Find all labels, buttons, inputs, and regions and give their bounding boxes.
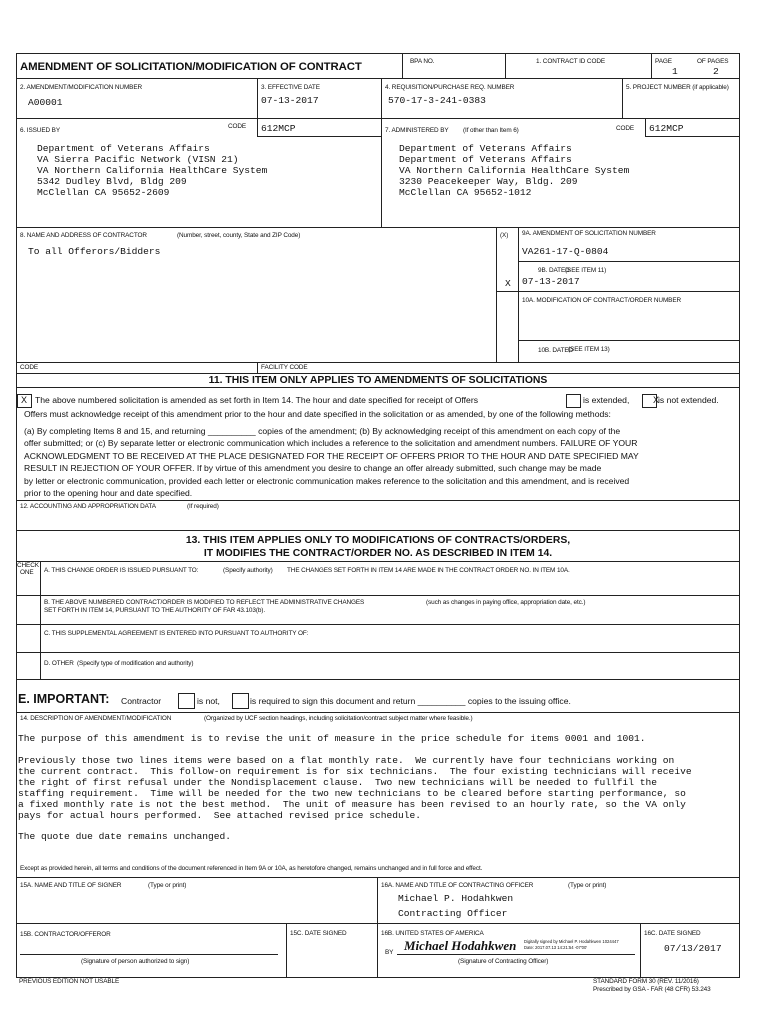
issued-code-label: CODE xyxy=(228,123,247,130)
officer-name: Michael P. Hodahkwen xyxy=(398,893,514,904)
standard-form-text: STANDARD FORM 30 (REV. 11/2016) xyxy=(593,978,699,985)
date-signed-15c-label: 15C. DATE SIGNED xyxy=(290,930,347,937)
item-11-heading: 11. THIS ITEM ONLY APPLIES TO AMENDMENTS OF SOLICITATIONS xyxy=(208,375,548,386)
signer-sub: (Type or print) xyxy=(148,882,187,889)
item-13d-sub: (Specify type of modification and authority) xyxy=(77,660,194,667)
item-13b-text-1: B. THE ABOVE NUMBERED CONTRACT/ORDER IS MODIFIED TO REFLECT THE ADMINISTRATIVE CHANGES xyxy=(44,599,365,606)
signature-person-label: (Signature of person authorized to sign) xyxy=(81,958,190,965)
item-13-heading-2: IT MODIFIES THE CONTRACT/ORDER NO. AS DESCRIBED IN ITEM 14. xyxy=(203,548,553,559)
by-label: BY xyxy=(385,949,394,956)
digital-signature-line-2: Date: 2017.07.13 14:21:54 -07'00' xyxy=(524,945,588,950)
important-label: E. IMPORTANT: xyxy=(18,692,110,706)
signer-label: 15A. NAME AND TITLE OF SIGNER xyxy=(20,882,122,889)
is-required-checkbox[interactable] xyxy=(232,693,249,709)
date-signed-16c-label: 16C. DATE SIGNED xyxy=(644,930,701,937)
bpa-label: BPA NO. xyxy=(410,58,435,65)
amendment-number-label: 2. AMENDMENT/MODIFICATION NUMBER xyxy=(20,84,143,91)
item-11-para-1: (a) By completing Items 8 and 15, and returning __________ copies of the amendment; (b) By acknowledging receipt of this amendment on each copy of the xyxy=(24,426,621,436)
officer-sub: (Type or print) xyxy=(568,882,607,889)
item-13a-sub: (Specify authority) xyxy=(223,567,273,574)
digital-signature-line-1: Digitally signed by Michael P. Hodahkwen 1024447 xyxy=(524,939,619,944)
item-14-line-2: Previously those two lines items were based on a flat monthly rate. We currently have four technicians working on xyxy=(18,755,675,766)
modification-number-label: 10A. MODIFICATION OF CONTRACT/ORDER NUMBER xyxy=(522,297,682,304)
effective-date-value: 07-13-2017 xyxy=(261,95,319,106)
amend-solicitation-value: VA261-17-Q-0804 xyxy=(522,246,609,257)
requisition-value: 570-17-3-241-0383 xyxy=(388,95,486,106)
form-title: AMENDMENT OF SOLICITATION/MODIFICATION OF CONTRACT xyxy=(20,61,362,73)
item-13-heading-1: 13. THIS ITEM APPLIES ONLY TO MODIFICATIONS OF CONTRACTS/ORDERS, xyxy=(185,535,571,546)
item-14-sub: (Organized by UCF section headings, including solicitation/contract subject matter where feasible.) xyxy=(204,715,473,722)
issued-by-address: Department of Veterans Affairs VA Sierra Pacific Network (VISN 21) VA Northern California HealthCare System 5342 Dudley Blvd, Bldg 209 McClellan CA 95652-2609 xyxy=(37,143,268,198)
issued-by-label: 6. ISSUED BY xyxy=(20,127,60,134)
admin-code-value: 612MCP xyxy=(649,123,684,134)
x-column-label: (X) xyxy=(500,232,509,239)
item-11-line-2: Offers must acknowledge receipt of this amendment prior to the hour and date specified in the solicitation or as amended, by one of the following methods: xyxy=(24,409,611,419)
item-14-line-7: pays for actual hours performed. See attached revised price schedule. xyxy=(18,810,422,821)
item-14-label: 14. DESCRIPTION OF AMENDMENT/MODIFICATION xyxy=(20,715,172,722)
is-required-label: is required to sign this document and return __________ copies to the issuing office. xyxy=(250,696,571,706)
dated-9b-check-mark: X xyxy=(505,278,511,289)
important-contractor: Contractor xyxy=(121,696,162,706)
is-not-label: is not, xyxy=(197,696,220,706)
usa-label: 16B. UNITED STATES OF AMERICA xyxy=(381,930,484,937)
requisition-label: 4. REQUISITION/PURCHASE REQ. NUMBER xyxy=(385,84,515,91)
amend-solicitation-label: 9A. AMENDMENT OF SOLICITATION NUMBER xyxy=(522,230,656,237)
issued-code-value: 612MCP xyxy=(261,123,296,134)
page-label: PAGE xyxy=(655,58,672,65)
dated-10b-label: 10B. DATED xyxy=(538,347,574,354)
except-provided-text: Except as provided herein, all terms and conditions of the document referenced in Item 9A or 10A, as heretofore changed, remains unchanged and in full force and effect. xyxy=(20,865,483,872)
contractor-code-label: CODE xyxy=(20,364,39,371)
item-11-line-1: The above numbered solicitation is amended as set forth in Item 14. The hour and date specified for receipt of Offers xyxy=(35,395,478,405)
contractor-address-value: To all Offerors/Bidders xyxy=(28,246,161,257)
amendment-number-value: A00001 xyxy=(28,97,63,108)
contractor-address-label: 8. NAME AND ADDRESS OF CONTRACTOR xyxy=(20,232,147,239)
check-one-label-2: ONE xyxy=(20,569,34,576)
dated-9b-value: 07-13-2017 xyxy=(522,276,580,287)
check-one-label-1: CHECK xyxy=(17,562,39,569)
page-number: 1 xyxy=(672,66,678,77)
date-signed-16c-value: 07/13/2017 xyxy=(664,943,722,954)
accounting-sub: (If required) xyxy=(187,503,219,510)
previous-edition-text: PREVIOUS EDITION NOT USABLE xyxy=(19,978,120,985)
effective-date-label: 3. EFFECTIVE DATE xyxy=(261,84,320,91)
item-14-line-5: staffing requirement. Time will be needed for the two new technicians to be cleared before starting performance, so xyxy=(18,788,686,799)
contract-id-label: 1. CONTRACT ID CODE xyxy=(536,58,605,65)
item-14-line-4: the right of first refusal under the Nondisplacement clause. Two new technicians will be needed to fullfil the xyxy=(18,777,658,788)
item-11-para-3: ACKNOWLEDGMENT TO BE RECEIVED AT THE PLACE DESIGNATED FOR THE RECEIPT OF OFFERS PRIOR TO THE HOUR AND DATE SPECIFIED MAY xyxy=(24,451,639,461)
item-11-para-4: RESULT IN REJECTION OF YOUR OFFER. If by virtue of this amendment you desire to change an offer already submitted, such change may be made xyxy=(24,463,602,473)
admin-code-label: CODE xyxy=(616,125,635,132)
item-14-line-1: The purpose of this amendment is to revise the unit of measure in the price schedule for items 0001 and 1001. xyxy=(18,733,646,744)
contractor-address-sub: (Number, street, county, State and ZIP Code) xyxy=(177,232,301,239)
dated-10b-sub: (SEE ITEM 13) xyxy=(568,346,610,353)
project-number-label: 5. PROJECT NUMBER (if applicable) xyxy=(626,84,729,91)
contractor-offeror-label: 15B. CONTRACTOR/OFFEROR xyxy=(20,931,111,938)
not-extended-label: is not extended. xyxy=(658,395,719,405)
item-13c-text: C. THIS SUPPLEMENTAL AGREEMENT IS ENTERED INTO PURSUANT TO AUTHORITY OF: xyxy=(44,630,309,637)
administered-by-label: 7. ADMINISTERED BY xyxy=(385,127,449,134)
facility-code-label: FACILITY CODE xyxy=(261,364,308,371)
of-pages-number: 2 xyxy=(713,66,719,77)
item-13a-rest: THE CHANGES SET FORTH IN ITEM 14 ARE MADE IN THE CONTRACT ORDER NO. IN ITEM 10A. xyxy=(287,567,570,574)
officer-label: 16A. NAME AND TITLE OF CONTRACTING OFFICER xyxy=(381,882,534,889)
dated-9b-sub: (SEE ITEM 11) xyxy=(565,267,607,274)
administered-by-address: Department of Veterans Affairs Department of Veterans Affairs VA Northern California HealthCare System 3230 Peacekeeper Way, Bldg. 209 McClellan CA 95652-1012 xyxy=(399,143,630,198)
item-14-line-3: the current contract. This follow-on requirement is for six technicians. The four existing technicians will receive xyxy=(18,766,692,777)
item-11-para-5: by letter or electronic communication, provided each letter or electronic communication makes reference to the solicitation and this amendment, and is received xyxy=(24,476,630,486)
extended-label: is extended, xyxy=(583,395,630,405)
item-14-line-6: a fixed monthly rate is not the best method. The unit of measure has been revised to an hourly rate, so the VA only xyxy=(18,799,686,810)
administered-by-sub: (If other than Item 6) xyxy=(463,127,519,134)
item-11-para-2: offer submitted; or (c) By separate letter or electronic communication which includes a reference to the solicitation and amendment numbers. FAILURE OF YOUR xyxy=(24,438,638,448)
item-14-line-8: The quote due date remains unchanged. xyxy=(18,831,232,842)
is-not-checkbox[interactable] xyxy=(178,693,195,709)
extended-checkbox[interactable] xyxy=(566,394,581,408)
sf30-form xyxy=(16,53,740,978)
item-11-para-6: prior to the opening hour and date specified. xyxy=(24,488,193,498)
accounting-label: 12. ACCOUNTING AND APPROPRIATION DATA xyxy=(20,503,156,510)
officer-title: Contracting Officer xyxy=(398,908,508,919)
item-13a-text: A. THIS CHANGE ORDER IS ISSUED PURSUANT TO: xyxy=(44,567,199,574)
signature-officer-label: (Signature of Contracting Officer) xyxy=(458,958,549,965)
item-13d-text: D. OTHER xyxy=(44,660,74,667)
item-13b-sub: (such as changes in paying office, appropriation date, etc.) xyxy=(426,599,586,606)
dated-9b-label: 9B. DATED xyxy=(538,267,570,274)
solicitation-amended-mark: X xyxy=(21,395,28,405)
prescribed-by-text: Prescribed by GSA - FAR (48 CFR) 53.243 xyxy=(593,986,711,993)
not-extended-mark: X xyxy=(653,395,660,405)
item-13b-text-2: SET FORTH IN ITEM 14, PURSUANT TO THE AUTHORITY OF FAR 43.103(b). xyxy=(44,607,266,614)
officer-signature: Michael Hodahkwen xyxy=(404,938,517,953)
of-pages-label: OF PAGES xyxy=(697,58,729,65)
